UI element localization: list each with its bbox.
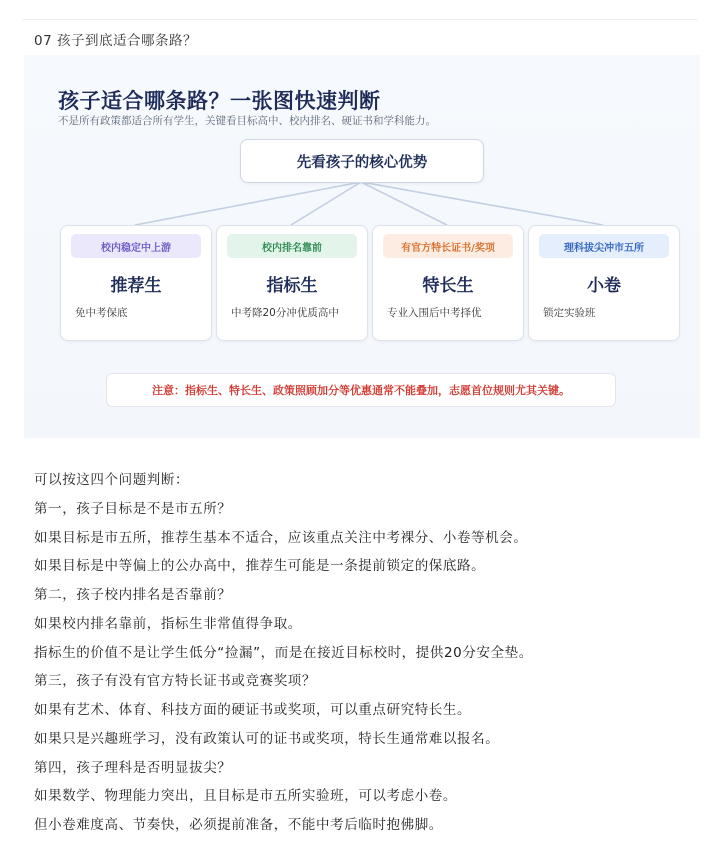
card-description: 专业入围后中考择优 [387,307,482,319]
card-tag: 有官方特长证书/奖项 [383,234,513,258]
card-description: 中考降20分冲优质高中 [231,307,339,319]
question-heading: 第四，孩子理科是否明显拔尖？ [34,759,232,776]
card-description: 锁定实验班 [543,307,596,319]
card-tag: 校内稳定中上游 [71,234,201,258]
connector-line-2 [291,182,361,225]
core-strength-box: 先看孩子的核心优势 [240,139,484,183]
section-heading: 07 孩子到底适合哪条路？ [34,33,197,49]
path-card-recommended [60,225,212,341]
connector-line-3 [361,182,447,225]
paragraph-line: 如果目标是中等偏上的公办高中，推荐生可能是一条提前锁定的保底路。 [34,558,486,575]
question-heading: 第三，孩子有没有官方特长证书或竞赛奖项？ [34,673,316,690]
top-divider [22,19,698,20]
paragraph-line: 如果只是兴趣班学习，没有政策认可的证书或奖项，特长生通常难以报名。 [34,730,500,747]
paragraph-line: 如果目标是市五所，推荐生基本不适合，应该重点关注中考裸分、小卷等机会。 [34,529,528,546]
card-tag: 校内排名靠前 [227,234,357,258]
infographic-subtitle: 不是所有政策都适合所有学生，关键看目标高中、校内排名、硬证书和学科能力。 [58,115,436,127]
card-title: 特长生 [422,276,474,296]
article-body [34,466,694,840]
infographic-panel [24,55,700,438]
infographic-title: 孩子适合哪条路？一张图快速判断 [58,89,381,113]
paragraph-line: 但小卷难度高、节奏快，必须提前准备，不能中考后临时抱佛脚。 [34,817,443,833]
path-card-quota [216,225,368,341]
paragraph-line: 如果有艺术、体育、科技方面的硬证书或奖项，可以重点研究特长生。 [34,702,472,718]
path-card-specialty [372,225,524,341]
card-description: 免中考保底 [75,307,128,319]
path-card-small-exam [528,225,680,341]
connector-line-4 [361,182,603,225]
question-heading: 第二，孩子校内排名是否靠前？ [34,587,232,603]
warning-note: 注意：指标生、特长生、政策照顾加分等优惠通常不能叠加，志愿首位规则尤其关键。 [106,373,616,407]
connector-line-1 [135,182,361,225]
card-tag: 理科拔尖冲市五所 [539,234,669,258]
question-heading: 第一，孩子目标是不是市五所？ [34,500,232,517]
paragraph-line: 如果数学、物理能力突出，且目标是市五所实验班，可以考虑小卷。 [34,788,457,805]
card-title: 小卷 [587,276,621,296]
card-title: 推荐生 [110,276,162,296]
paragraph-line: 如果校内排名靠前，指标生非常值得争取。 [34,615,302,632]
card-title: 指标生 [266,276,318,296]
intro-line: 可以按这四个问题判断： [34,472,190,488]
paragraph-line: 指标生的价值不是让学生低分“捡漏”，而是在接近目标校时，提供20分安全垫。 [34,644,533,661]
